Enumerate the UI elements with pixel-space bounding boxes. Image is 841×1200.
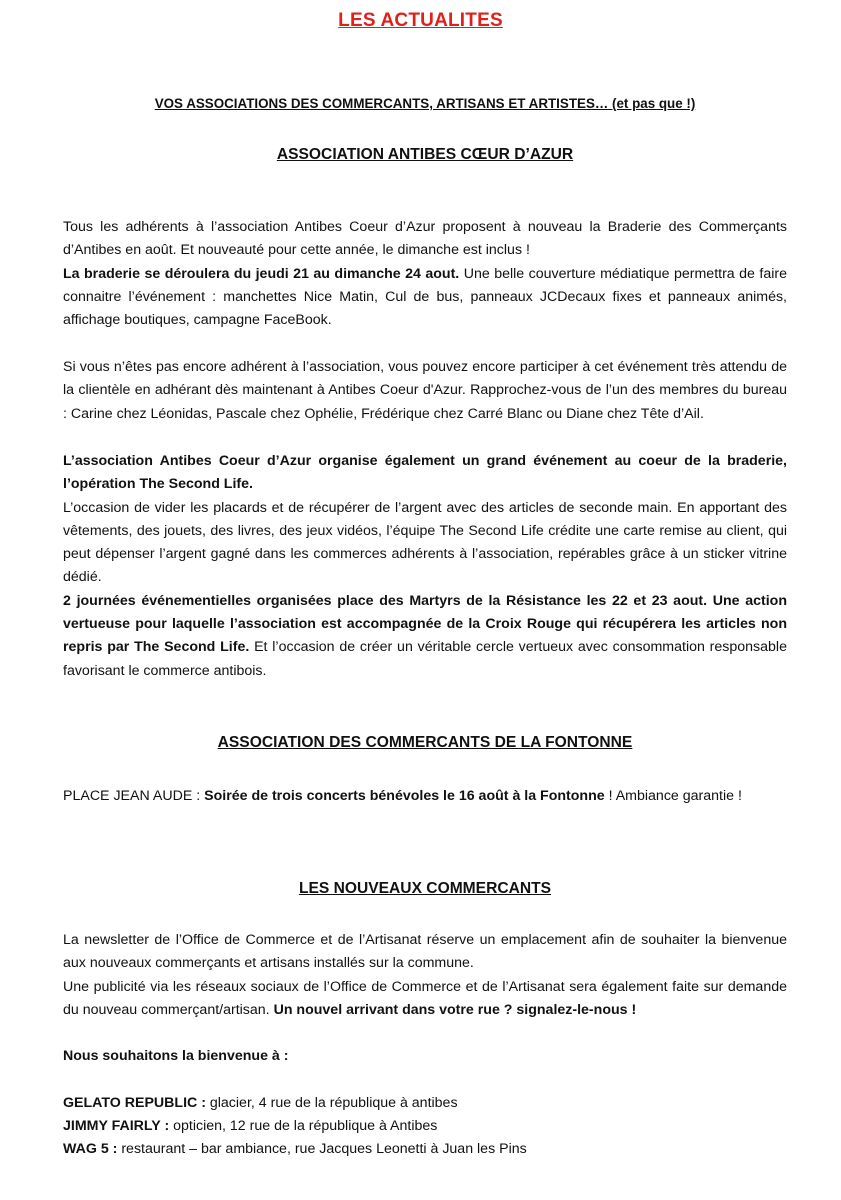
page-title: LES ACTUALITES (338, 10, 503, 31)
fontonne-event: Soirée de trois concerts bénévoles le 16 août à la Fontonne (204, 788, 605, 804)
list-item (63, 1092, 458, 1115)
welcome-heading: Nous souhaitons la bienvenue à : (63, 1048, 289, 1064)
fontonne-place: PLACE JEAN AUDE : (63, 788, 205, 804)
second-life-text: L’occasion de vider les placards et de récupérer de l’argent avec des articles de seconde main. En apportant des vêtements, des jouets, des livres, des jeux vidéos, l’équipe The Second Life crédite une carte remise au client, qui peut dépenser l’argent gagné dans les commerces adhérents à l’association, repérables grâce à un sticker vitrine dédié. (63, 499, 787, 586)
fontonne-paragraph (63, 785, 787, 808)
shop-desc: restaurant – bar ambiance, rue Jacques Leonetti à Juan les Pins (117, 1141, 527, 1157)
antibes-paragraph-3 (63, 450, 787, 683)
second-life-conclusion: Et l’occasion de créer un véritable cercle vertueux avec consommation responsable favorisant le commerce antibois. (63, 639, 787, 679)
signalez-callout: Un nouvel arrivant dans votre rue ? signalez-le-nous ! (269, 1002, 637, 1019)
fontonne-ambiance: ! Ambiance garantie ! (604, 788, 742, 804)
shop-desc: glacier, 4 rue de la république à antibes (205, 1095, 458, 1111)
publicite-text: Une publicité via les réseaux sociaux de l’Office de Commerce et de l’Artisanat sera également faite sur demande du nouveau commerçant/artisan. (63, 979, 787, 1019)
list-item (63, 1138, 527, 1161)
second-life-dates: 2 journées événementielles organisées place des Martyrs de la Résistance les 22 et 23 aout. Une action vertueuse pour laquelle l’association est accompagnée de la Croix Rouge qui récupérera les articles non repris par The Second Life. (63, 592, 787, 656)
section-title-fontonne: ASSOCIATION DES COMMERCANTS DE LA FONTONNE (217, 734, 633, 751)
second-life-heading: L’association Antibes Coeur d’Azur organise également un grand événement au coeur de la braderie, l’opération The Second Life. (63, 453, 787, 493)
section-title-nouveaux: LES NOUVEAUX COMMERCANTS (298, 880, 552, 897)
nouveaux-paragraph-2 (63, 976, 787, 1023)
shop-name: GELATO REPUBLIC : (63, 1095, 206, 1111)
antibes-media-text: Une belle couverture médiatique permettra de faire connaitre l’événement : manchettes Nice Matin, Cul de bus, panneaux JCDecaux fixes et panneaux animés, affichage boutiques, campagne FaceBook. (63, 265, 787, 329)
antibes-paragraph-1 (63, 216, 787, 332)
shop-desc: opticien, 12 rue de la république à Antibes (169, 1118, 438, 1134)
antibes-intro-text: Tous les adhérents à l’association Antibes Coeur d’Azur proposent à nouveau la Braderie des Commerçants d’Antibes en août. Et nouveauté pour cette année, le dimanche est inclus ! (63, 219, 787, 259)
list-item (63, 1115, 437, 1138)
antibes-braderie-dates: La braderie se déroulera du jeudi 21 au dimanche 24 aout. (63, 265, 460, 282)
page-subtitle: VOS ASSOCIATIONS DES COMMERCANTS, ARTISANS ET ARTISTES… (et pas que !) (154, 96, 696, 111)
antibes-paragraph-2: Si vous n’êtes pas encore adhérent à l’association, vous pouvez encore participer à cet événement très attendu de la clientèle en adhérant dès maintenant à Antibes Coeur d'Azur. Rapprochez-vous de l’un des membres du bureau : Carine chez Léonidas, Pascale chez Ophélie, Frédérique chez Carré Blanc ou Diane chez Tête d’Ail. (63, 359, 787, 422)
nouveaux-paragraph-1: La newsletter de l’Office de Commerce et de l’Artisanat réserve un emplacement afin de souhaiter la bienvenue aux nouveaux commerçants et artisans installés sur la commune. (63, 932, 787, 972)
section-title-antibes: ASSOCIATION ANTIBES CŒUR D’AZUR (276, 146, 574, 163)
shop-name: JIMMY FAIRLY : (63, 1118, 170, 1134)
shop-name: WAG 5 : (63, 1141, 118, 1157)
